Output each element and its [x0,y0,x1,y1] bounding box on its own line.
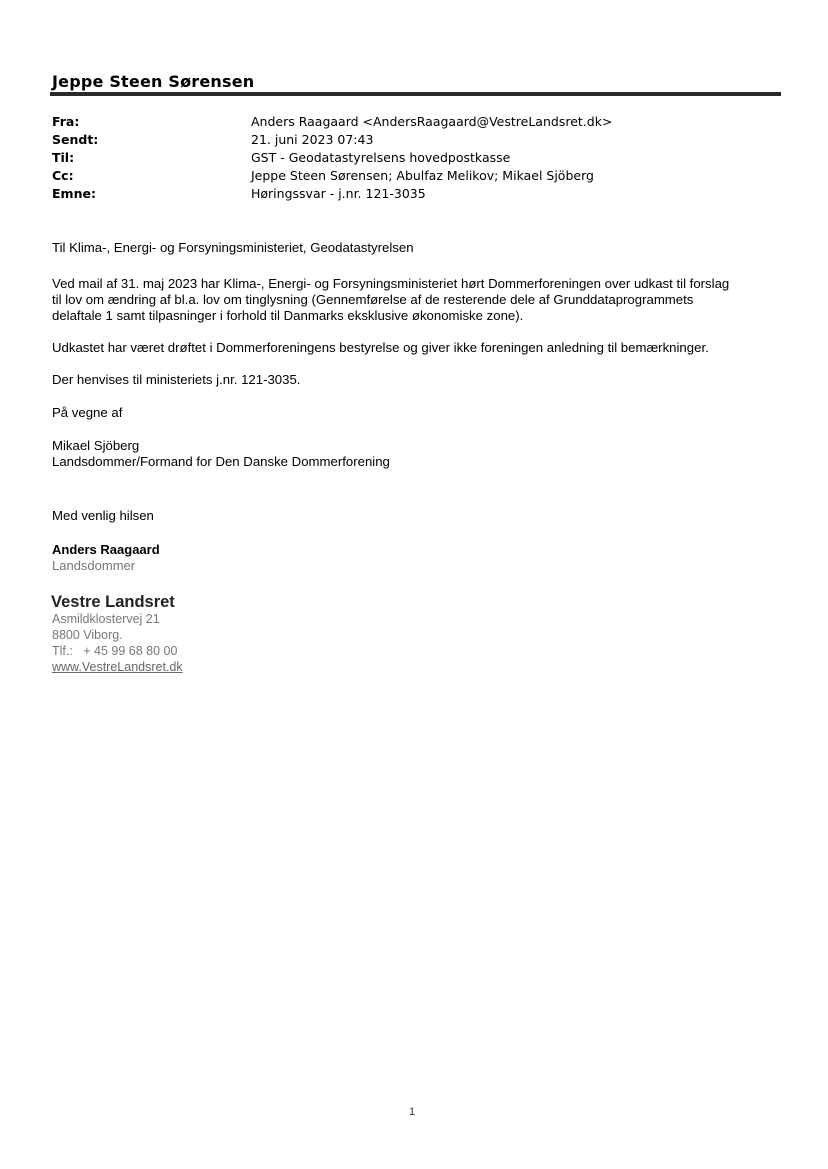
email-metadata [52,113,782,203]
meta-value-sent: 21. juni 2023 07:43 [251,132,374,147]
meta-row-cc [52,167,782,185]
paragraph-hearing [52,276,782,324]
paragraph-hearing-line-2: til lov om ændring af bl.a. lov om tinglysning (Gennemførelse af de resterende dele af Grunddataprogrammets [52,292,694,307]
paragraph-reference: Der henvises til ministeriets j.nr. 121-3035. [52,372,301,387]
signature-title: Landsdommer [52,558,136,573]
sender-name-heading: Jeppe Steen Sørensen [52,72,255,91]
paragraph-hearing-line-1: Ved mail af 31. maj 2023 har Klima-, Energi- og Forsyningsministeriet hørt Dommerforeningen over udkast til forslag [52,276,730,291]
header-divider [50,92,781,96]
signer-name: Mikael Sjöberg [52,438,140,453]
signer-block [52,438,782,470]
court-phone: Tlf.: + 45 99 68 80 00 [52,644,178,658]
on-behalf-line: På vegne af [52,405,123,420]
court-address-city: 8800 Viborg. [52,628,123,642]
court-name: Vestre Landsret [51,593,175,611]
court-website-link[interactable]: www.VestreLandsret.dk [52,660,183,674]
meta-row-to [52,149,782,167]
court-contact-block [52,611,183,675]
meta-label-to: Til: [52,150,75,165]
paragraph-hearing-line-3: delaftale 1 samt tilpasninger i forhold til Danmarks eksklusive økonomiske zone). [52,308,524,323]
signature-name: Anders Raagaard [52,542,160,557]
meta-label-sent: Sendt: [52,132,99,147]
meta-value-subject: Høringssvar - j.nr. 121-3035 [251,186,426,201]
signer-title: Landsdommer/Formand for Den Danske Dommerforening [52,454,390,469]
closing-line: Med venlig hilsen [52,508,154,523]
meta-row-subject [52,185,782,203]
meta-label-subject: Emne: [52,186,96,201]
meta-value-cc: Jeppe Steen Sørensen; Abulfaz Melikov; Mikael Sjöberg [251,168,594,183]
greeting-line: Til Klima-, Energi- og Forsyningsministeriet, Geodatastyrelsen [52,240,414,255]
meta-label-from: Fra: [52,114,80,129]
meta-value-from: Anders Raagaard <AndersRaagaard@VestreLandsret.dk> [251,114,613,129]
meta-value-to: GST - Geodatastyrelsens hovedpostkasse [251,150,511,165]
court-address-street: Asmildklostervej 21 [52,612,160,626]
meta-row-sent [52,131,782,149]
page-number: 1 [409,1106,416,1118]
meta-row-from [52,113,782,131]
meta-label-cc: Cc: [52,168,74,183]
paragraph-no-remarks: Udkastet har været drøftet i Dommerforeningens bestyrelse og giver ikke foreningen anledning til bemærkninger. [52,340,709,355]
